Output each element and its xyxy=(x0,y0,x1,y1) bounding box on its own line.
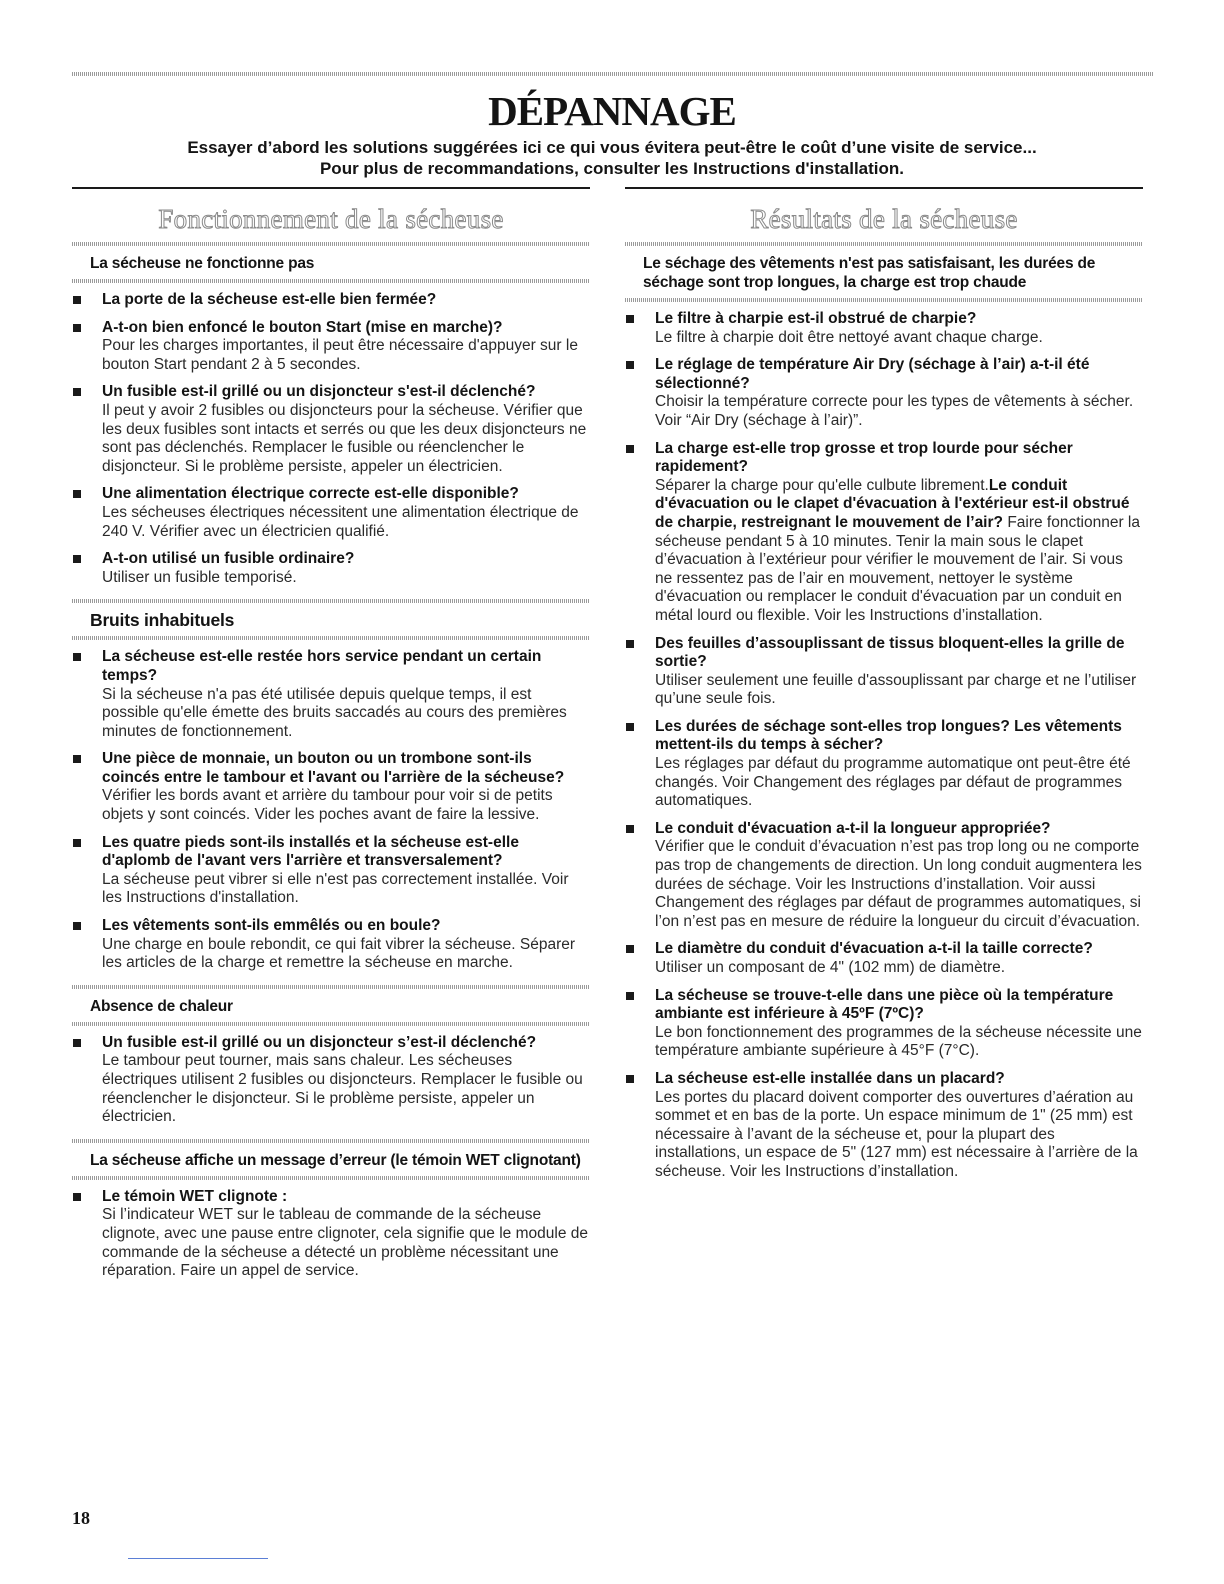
item-answer: Les réglages par défaut du programme automatique ont peut-être été changés. Voir Changement des réglages par défaut de programmes automatiques. xyxy=(655,755,1131,810)
section-items xyxy=(625,310,1143,1182)
bullet-icon xyxy=(626,361,634,369)
item-question: La sécheuse est-elle restée hors service pendant un certain temps? xyxy=(102,648,542,684)
list-item xyxy=(625,1070,1143,1182)
list-item xyxy=(72,550,590,587)
left-column xyxy=(72,240,590,1291)
left-column-title: Fonctionnement de la sécheuse xyxy=(158,204,504,234)
item-question: La charge est-elle trop grosse et trop lourde pour sécher rapidement? xyxy=(655,439,1073,476)
item-answer: Les portes du placard doivent comporter des ouvertures d’aération au sommet et en bas de la porte. Un espace minimum de 1" (25 mm) est nécessaire à l’avant de la sécheuse et, pour la plupart des installations, un espace de 5" (127 mm) est nécessaire à l’arrière de la sécheuse. Voir les Instructions d’installation. xyxy=(655,1088,1138,1180)
list-item xyxy=(72,291,590,310)
item-question: Le diamètre du conduit d'évacuation a-t-il la taille correcte? xyxy=(655,940,1093,958)
item-answer: Utiliser seulement une feuille d'assouplissant par charge et ne l’utiliser qu’une seule fois. xyxy=(655,671,1137,708)
section-items xyxy=(72,1188,590,1281)
item-question: Un fusible est-il grillé ou un disjoncteur s’est-il déclenché? xyxy=(102,1033,537,1051)
page-number: 18 xyxy=(72,1508,90,1528)
section-heading: Bruits inhabituels xyxy=(72,597,590,640)
item-question: Une pièce de monnaie, un bouton ou un trombone sont-ils coincés entre le tambour et l'avant ou l'arrière de la sécheuse? xyxy=(102,750,565,786)
item-question: Les quatre pieds sont-ils installés et la sécheuse est-elle d'aplomb de l'avant vers l'arrière et transversalement? xyxy=(102,833,519,870)
item-answer-lead: Séparer la charge pour qu'elle culbute librement. xyxy=(655,476,989,494)
top-divider xyxy=(72,72,1154,76)
item-question: A-t-on utilisé un fusible ordinaire? xyxy=(102,550,355,568)
item-answer: Faire fonctionner la sécheuse pendant 5 à 10 minutes. Tenir la main sous le clapet d’évacuation à l’extérieur pour vérifier le mouvement de l’air. Si vous ne ressentez pas de l’air en mouvement, nettoyer le système d'évacuation ou remplacer le conduit d'évacuation par un conduit en métal lourd ou flexible. Voir les Instructions d’installation. xyxy=(655,513,1140,624)
left-column-rule xyxy=(72,187,590,189)
item-answer: Une charge en boule rebondit, ce qui fait vibrer la sécheuse. Séparer les articles de la charge et remettre la sécheuse en marche. xyxy=(102,935,576,972)
bullet-icon xyxy=(73,653,81,661)
list-item xyxy=(625,718,1143,811)
bullet-icon xyxy=(73,296,81,304)
list-item xyxy=(625,820,1143,932)
item-answer: Le bon fonctionnement des programmes de la sécheuse nécessite une température ambiante supérieure à 45°F (7°C). xyxy=(655,1023,1142,1060)
item-answer-compound xyxy=(655,477,1143,626)
item-answer: Pour les charges importantes, il peut être nécessaire d'appuyer sur le bouton Start pendant 2 à 5 secondes. xyxy=(102,337,578,373)
item-answer: Si la sécheuse n'a pas été utilisée depuis quelque temps, il est possible qu'elle émette des bruits saccadés au cours des premières minutes de fonctionnement. xyxy=(102,685,567,740)
item-question: A-t-on bien enfoncé le bouton Start (mise en marche)? xyxy=(102,318,503,336)
item-question: Le filtre à charpie est-il obstrué de charpie? xyxy=(655,310,977,327)
bullet-icon xyxy=(73,324,81,332)
bullet-icon xyxy=(626,640,634,648)
section-heading: Absence de chaleur xyxy=(72,983,590,1026)
bullet-icon xyxy=(626,945,634,953)
bullet-icon xyxy=(73,922,81,930)
item-subquestion: Le conduit d'évacuation ou le clapet d'évacuation à l'extérieur est-il obstrué de charpie, restreignant le mouvement de l’air? xyxy=(655,476,1130,531)
item-answer: La sécheuse peut vibrer si elle n'est pas correctement installée. Voir les Instructions d'installation. xyxy=(102,870,569,907)
bullet-icon xyxy=(626,315,634,323)
item-answer: Choisir la température correcte pour les types de vêtements à sécher. Voir “Air Dry (séchage à l’air)”. xyxy=(655,393,1134,429)
bullet-icon xyxy=(626,1075,634,1083)
item-answer: Utiliser un composant de 4" (102 mm) de diamètre. xyxy=(655,959,1006,976)
item-question: La sécheuse se trouve-t-elle dans une pièce où la température ambiante est inférieure à 45ºF (7ºC)? xyxy=(655,986,1114,1023)
item-answer: Vérifier les bords avant et arrière du tambour pour voir si de petits objets y sont coincés. Vider les poches avant de faire la lessive. xyxy=(102,787,553,824)
item-question: Les durées de séchage sont-elles trop longues? Les vêtements mettent-ils du temps à sécher? xyxy=(655,717,1122,754)
item-question: Le réglage de température Air Dry (séchage à l’air) a-t-il été sélectionné? xyxy=(655,356,1090,392)
right-column-title: Résultats de la sécheuse xyxy=(750,204,1018,234)
bullet-icon xyxy=(626,825,634,833)
bullet-icon xyxy=(73,490,81,498)
list-item xyxy=(625,635,1143,709)
bullet-icon xyxy=(73,1039,81,1047)
list-item xyxy=(625,310,1143,347)
list-item xyxy=(72,485,590,541)
item-question: Un fusible est-il grillé ou un disjoncteur s'est-il déclenché? xyxy=(102,383,536,401)
item-question: Le conduit d'évacuation a-t-il la longueur appropriée? xyxy=(655,819,1051,837)
footer-line xyxy=(128,1558,268,1559)
list-item xyxy=(625,356,1143,430)
list-item xyxy=(72,917,590,973)
intro xyxy=(100,137,1124,179)
bullet-icon xyxy=(73,555,81,563)
item-answer: Si l’indicateur WET sur le tableau de commande de la sécheuse clignote, avec une pause entre clignoter, cela signifie que le module de commande de la sécheuse a détecté un problème nécessitant une réparation. Faire un appel de service. xyxy=(102,1206,588,1280)
item-question: Une alimentation électrique correcte est-elle disponible? xyxy=(102,485,519,503)
section-items xyxy=(72,648,590,973)
bullet-icon xyxy=(626,992,634,1000)
list-item xyxy=(72,1188,590,1281)
item-answer: Le filtre à charpie doit être nettoyé avant chaque charge. xyxy=(655,328,1043,346)
list-item xyxy=(72,834,590,908)
bullet-icon xyxy=(626,445,634,453)
item-question: La sécheuse est-elle installée dans un placard? xyxy=(655,1069,1005,1087)
bullet-icon xyxy=(73,839,81,847)
list-item xyxy=(625,440,1143,626)
item-question: Les vêtements sont-ils emmêlés ou en boule? xyxy=(102,917,441,935)
right-column-rule xyxy=(625,187,1143,189)
list-item xyxy=(72,750,590,824)
intro-line-1: Essayer d’abord les solutions suggérées ici ce qui vous évitera peut-être le coût d’une visite de service... xyxy=(187,138,1037,157)
list-item xyxy=(72,1034,590,1127)
bullet-icon xyxy=(73,1193,81,1201)
item-answer: Le tambour peut tourner, mais sans chaleur. Les sécheuses électriques utilisent 2 fusibles ou disjoncteurs. Remplacer le fusible ou réenclencher le disjoncteur. Si le problème persiste, appeler un électricien. xyxy=(102,1052,583,1126)
bullet-icon xyxy=(73,388,81,396)
list-item xyxy=(625,940,1143,977)
list-item xyxy=(72,648,590,741)
bullet-icon xyxy=(626,723,634,731)
list-item xyxy=(72,319,590,375)
list-item xyxy=(72,383,590,476)
item-answer: Vérifier que le conduit d’évacuation n’est pas trop long ou ne comporte pas trop de changements de direction. Un long conduit augmentera les durées de séchage. Voir les Instructions d’installation. Voir aussi Changement des réglages par défaut de programmes automatiques, si l’on n’est pas en mesure de réduire la longueur du circuit d’évacuation. xyxy=(655,838,1142,930)
item-question: Le témoin WET clignote : xyxy=(102,1187,288,1205)
item-question: La porte de la sécheuse est-elle bien fermée? xyxy=(102,291,437,308)
item-answer: Il peut y avoir 2 fusibles ou disjoncteurs pour la sécheuse. Vérifier que les deux fusibles sont intacts et serrés ou que les deux disjoncteurs ne sont pas déclenchés. Remplacer le fusible ou réenclencher le disjoncteur. Si le problème persiste, appeler un électricien. xyxy=(102,401,587,475)
section-items xyxy=(72,1034,590,1127)
page-title: DÉPANNAGE xyxy=(488,88,736,134)
intro-line-2: Pour plus de recommandations, consulter les Instructions d'installation. xyxy=(319,159,905,178)
section-heading: Le séchage des vêtements n'est pas satisfaisant, les durées de séchage sont trop longues, la charge est trop chaude xyxy=(625,240,1143,302)
item-answer: Les sécheuses électriques nécessitent une alimentation électrique de 240 V. Vérifier avec un électricien qualifié. xyxy=(102,503,579,540)
bullet-icon xyxy=(73,755,81,763)
section-heading: La sécheuse ne fonctionne pas xyxy=(72,240,590,283)
section-heading: La sécheuse affiche un message d’erreur (le témoin WET clignotant) xyxy=(72,1137,590,1180)
right-column xyxy=(625,240,1143,1192)
list-item xyxy=(625,987,1143,1061)
item-question: Des feuilles d’assouplissant de tissus bloquent-elles la grille de sortie? xyxy=(655,634,1125,671)
section-items xyxy=(72,291,590,587)
item-answer: Utiliser un fusible temporisé. xyxy=(102,568,297,586)
